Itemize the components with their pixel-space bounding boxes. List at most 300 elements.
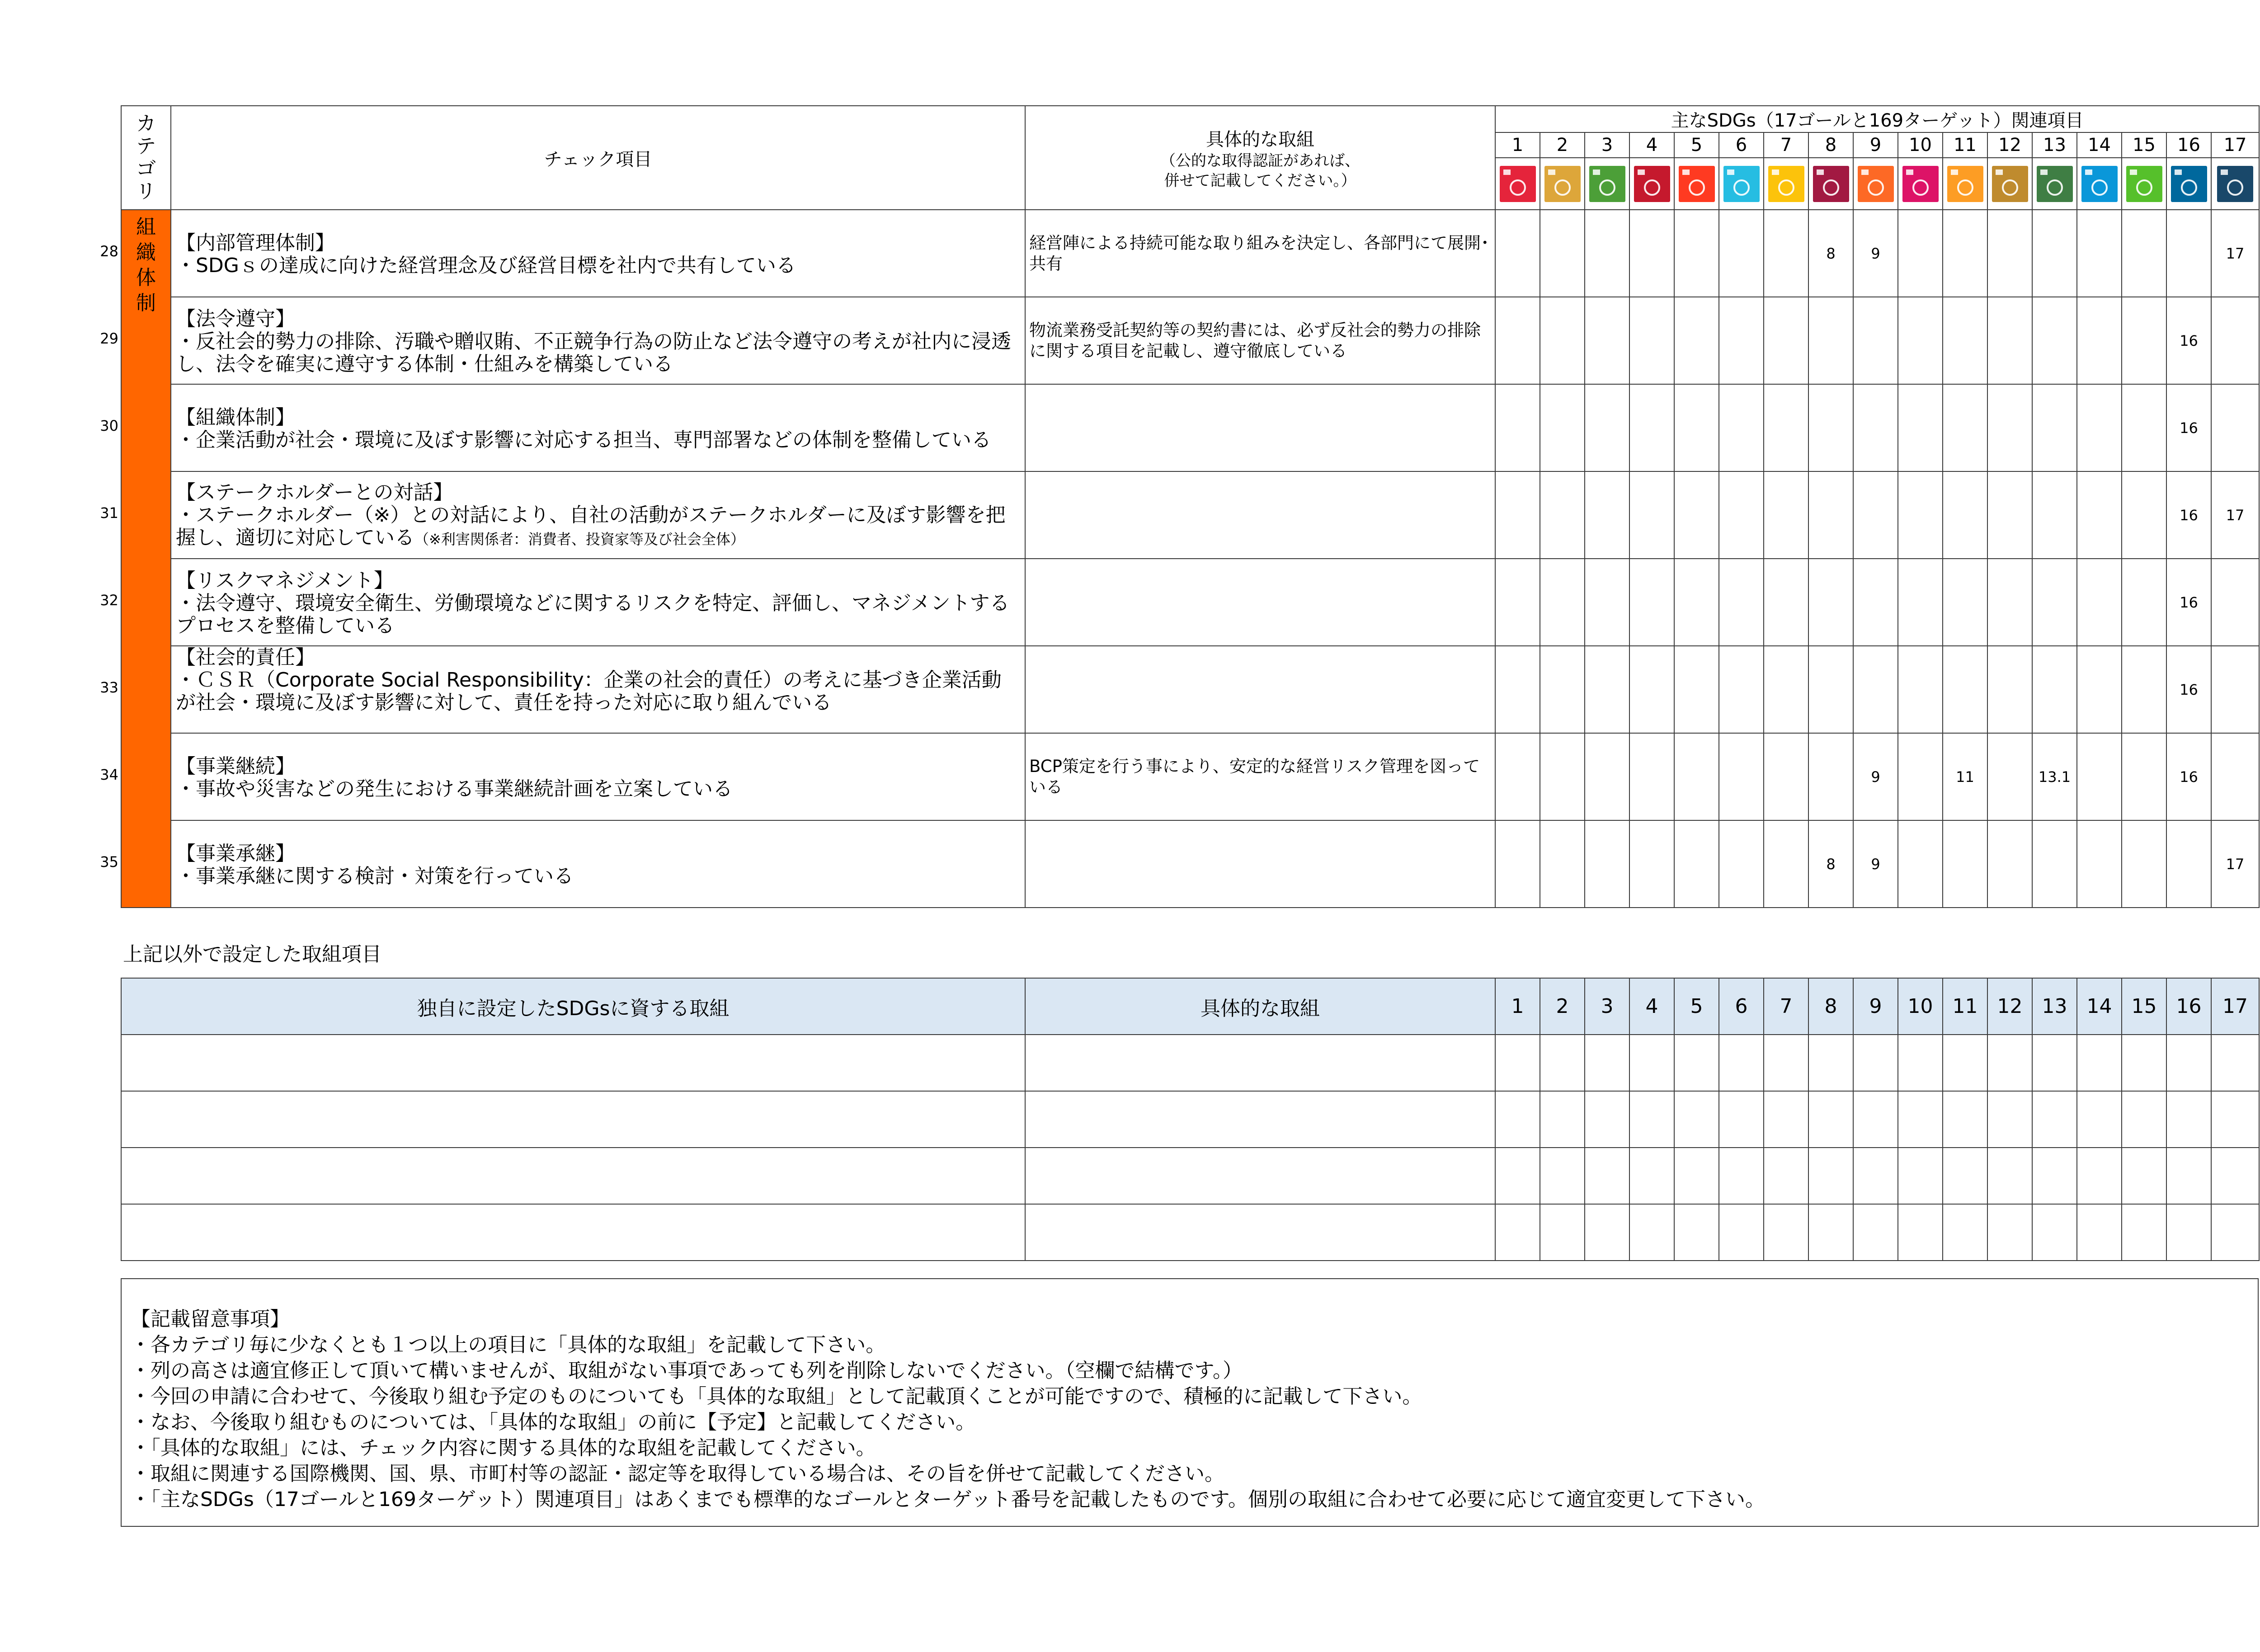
check-item-title: 【社会的責任】 [176, 646, 315, 669]
notes-line: ・今回の申請に合わせて、今後取り組む予定のものについても「具体的な取組」として記載頂くことが可能ですので、積極的に記載して下さい。 [131, 1385, 1422, 1408]
other-goal-cell-17[interactable] [2211, 1035, 2259, 1091]
sdg-mark-goal-13[interactable] [2032, 646, 2077, 733]
other-goal-cell-9[interactable] [1853, 1148, 1898, 1204]
goal-icon-cell-13 [2032, 158, 2077, 210]
sdg-mark-goal-15[interactable] [2122, 384, 2166, 471]
detail-cell[interactable]: 物流業務受託契約等の契約書には、必ず反社会的勢力の排除に関する項目を記載し、遵守徹底している [1025, 297, 1495, 384]
goal-icon-cell-4 [1629, 158, 1674, 210]
sdg-mark-goal-6[interactable] [1719, 559, 1764, 646]
check-item-body [176, 429, 1020, 452]
sdg-mark-goal-9[interactable] [1853, 471, 1898, 559]
sdg-mark-goal-1[interactable] [1495, 559, 1540, 646]
sdg-mark-goal-3[interactable] [1585, 820, 1629, 908]
check-item-body [176, 330, 1020, 376]
sdg-mark-goal-17[interactable] [2211, 297, 2259, 384]
other-items-header-row [121, 978, 2259, 1035]
sdg-11-sustainable-cities-icon [1947, 166, 1983, 202]
sdg-mark-goal-9[interactable]: 9 [1853, 820, 1898, 908]
sdg-mark-goal-11[interactable] [1943, 297, 1987, 384]
sdg-mark-goal-4[interactable] [1629, 733, 1674, 820]
sdg-mark-goal-6[interactable] [1719, 646, 1764, 733]
sdg-mark-goal-13[interactable] [2032, 297, 2077, 384]
check-item-header: チェック項目 [171, 106, 1025, 210]
sdg-mark-goal-1[interactable] [1495, 646, 1540, 733]
notes-box [121, 1278, 2259, 1527]
other-goal-cell-2[interactable] [1540, 1091, 1585, 1148]
detail-cell[interactable] [1025, 471, 1495, 559]
other-goal-cell-3[interactable] [1585, 1148, 1629, 1204]
sdg-mark-goal-6[interactable] [1719, 733, 1764, 820]
other-goal-cell-2[interactable] [1540, 1148, 1585, 1204]
sdg-mark-goal-4[interactable] [1629, 471, 1674, 559]
sdg-mark-goal-13[interactable]: 13.1 [2032, 733, 2077, 820]
sdg-mark-goal-2[interactable] [1540, 471, 1585, 559]
other-goal-cell-4[interactable] [1629, 1148, 1674, 1204]
sdg-mark-goal-13[interactable] [2032, 210, 2077, 297]
goal-icon-cell-12 [1987, 158, 2032, 210]
other-goal-cell-14[interactable] [2077, 1035, 2122, 1091]
row-number: 30 [100, 417, 118, 434]
other-goal-cell-7[interactable] [1764, 1204, 1808, 1261]
sdg-mark-goal-3[interactable] [1585, 210, 1629, 297]
sdg-mark-goal-4[interactable] [1629, 297, 1674, 384]
sdg-mark-goal-14[interactable] [2077, 646, 2122, 733]
other-goal-number-4: 4 [1629, 978, 1674, 1035]
sdg-mark-goal-5[interactable] [1674, 646, 1719, 733]
detail-cell[interactable] [1025, 646, 1495, 733]
sdg-mark-goal-17[interactable]: 17 [2211, 820, 2259, 908]
other-goal-cell-7[interactable] [1764, 1148, 1808, 1204]
sdg-mark-goal-2[interactable] [1540, 210, 1585, 297]
sdg-6-clean-water-icon [1723, 166, 1760, 202]
sdg-mark-goal-6[interactable] [1719, 820, 1764, 908]
goal-icon-cell-8 [1808, 158, 1853, 210]
goal-icon-cell-9 [1853, 158, 1898, 210]
other-goal-number-10: 10 [1898, 978, 1943, 1035]
sdg-mark-goal-12[interactable] [1987, 297, 2032, 384]
sdg-mark-goal-1[interactable] [1495, 820, 1540, 908]
detail-cell[interactable] [1025, 820, 1495, 908]
sdg-mark-goal-5[interactable] [1674, 210, 1719, 297]
sdg-mark-goal-13[interactable] [2032, 559, 2077, 646]
sdg-mark-goal-7[interactable] [1764, 733, 1808, 820]
sdg-mark-goal-5[interactable] [1674, 733, 1719, 820]
sdg-mark-goal-11[interactable] [1943, 646, 1987, 733]
other-goal-cell-13[interactable] [2032, 1204, 2077, 1261]
other-goal-cell-13[interactable] [2032, 1091, 2077, 1148]
goal-icon-cell-3 [1585, 158, 1629, 210]
goal-icon-cell-2 [1540, 158, 1585, 210]
other-goal-cell-12[interactable] [1987, 1091, 2032, 1148]
sdg-mark-goal-10[interactable] [1898, 820, 1943, 908]
other-goal-cell-3[interactable] [1585, 1091, 1629, 1148]
sdg-mark-goal-17[interactable] [2211, 559, 2259, 646]
sdg-mark-goal-15[interactable] [2122, 210, 2166, 297]
sdg-mark-goal-3[interactable] [1585, 297, 1629, 384]
sdg-mark-goal-17[interactable] [2211, 384, 2259, 471]
goal-number-17: 17 [2211, 132, 2259, 158]
check-item-title: 【事業継続】 [176, 754, 295, 778]
notes-title: 【記載留意事項】 [131, 1308, 290, 1331]
other-item-input[interactable] [121, 1204, 1025, 1261]
sdg-mark-goal-2[interactable] [1540, 297, 1585, 384]
check-item-cell [171, 384, 1025, 471]
check-item-note: （※利害関係者：消費者、投資家等及び社会全体） [414, 531, 745, 548]
sdg-mark-goal-8[interactable]: 8 [1808, 820, 1853, 908]
other-goal-number-9: 9 [1853, 978, 1898, 1035]
checklist-row [121, 297, 2259, 384]
sdg-mark-goal-13[interactable] [2032, 820, 2077, 908]
sdg-mark-goal-14[interactable] [2077, 559, 2122, 646]
sdg-mark-goal-10[interactable] [1898, 646, 1943, 733]
row-number: 32 [100, 591, 118, 609]
sdg-mark-goal-6[interactable] [1719, 384, 1764, 471]
goal-number-8: 8 [1808, 132, 1853, 158]
other-goal-cell-17[interactable] [2211, 1204, 2259, 1261]
other-goal-cell-10[interactable] [1898, 1148, 1943, 1204]
row-number: 31 [100, 504, 118, 522]
goal-icon-cell-16 [2166, 158, 2211, 210]
sdg-mark-goal-8[interactable] [1808, 471, 1853, 559]
other-goal-cell-13[interactable] [2032, 1148, 2077, 1204]
other-goal-cell-6[interactable] [1719, 1035, 1764, 1091]
sdg-mark-goal-7[interactable] [1764, 646, 1808, 733]
other-item-input[interactable] [121, 1035, 1025, 1091]
other-detail-input[interactable] [1025, 1035, 1495, 1091]
other-goal-cell-7[interactable] [1764, 1035, 1808, 1091]
sdg-mark-goal-6[interactable] [1719, 210, 1764, 297]
other-goal-number-13: 13 [2032, 978, 2077, 1035]
sdg-mark-goal-2[interactable] [1540, 559, 1585, 646]
other-goal-cell-8[interactable] [1808, 1204, 1853, 1261]
sdg-mark-goal-8[interactable]: 8 [1808, 210, 1853, 297]
sdg-mark-goal-5[interactable] [1674, 297, 1719, 384]
detail-cell[interactable] [1025, 384, 1495, 471]
sdg-mark-goal-11[interactable] [1943, 559, 1987, 646]
sdg-mark-goal-13[interactable] [2032, 471, 2077, 559]
sdg-mark-goal-15[interactable] [2122, 733, 2166, 820]
sdg-15-life-on-land-icon [2126, 166, 2162, 202]
sdg-mark-goal-2[interactable] [1540, 646, 1585, 733]
sdg-7-clean-energy-icon [1768, 166, 1804, 202]
sdg-mark-goal-10[interactable] [1898, 384, 1943, 471]
sdg-mark-goal-12[interactable] [1987, 384, 2032, 471]
sdg-mark-goal-15[interactable] [2122, 646, 2166, 733]
sdg-mark-goal-16[interactable]: 16 [2166, 384, 2211, 471]
goal-number-1: 1 [1495, 132, 1540, 158]
goal-icon-cell-5 [1674, 158, 1719, 210]
other-goal-cell-1[interactable] [1495, 1148, 1540, 1204]
other-goal-cell-9[interactable] [1853, 1204, 1898, 1261]
sdg-mark-goal-5[interactable] [1674, 820, 1719, 908]
other-detail-input[interactable] [1025, 1091, 1495, 1148]
other-goal-cell-14[interactable] [2077, 1204, 2122, 1261]
goal-number-15: 15 [2122, 132, 2166, 158]
other-goal-cell-7[interactable] [1764, 1091, 1808, 1148]
sdg-mark-goal-10[interactable] [1898, 559, 1943, 646]
sdg-mark-goal-14[interactable] [2077, 384, 2122, 471]
sdg-mark-goal-10[interactable] [1898, 471, 1943, 559]
sdg-mark-goal-16[interactable]: 16 [2166, 559, 2211, 646]
sdg-mark-goal-4[interactable] [1629, 646, 1674, 733]
sdg-mark-goal-9[interactable] [1853, 384, 1898, 471]
other-goal-number-15: 15 [2122, 978, 2166, 1035]
other-goal-cell-10[interactable] [1898, 1204, 1943, 1261]
other-goal-cell-9[interactable] [1853, 1091, 1898, 1148]
sdg-mark-goal-6[interactable] [1719, 471, 1764, 559]
row-number: 34 [100, 766, 118, 783]
other-goal-cell-14[interactable] [2077, 1091, 2122, 1148]
sdg-mark-goal-1[interactable] [1495, 210, 1540, 297]
other-goal-cell-4[interactable] [1629, 1091, 1674, 1148]
other-goal-cell-5[interactable] [1674, 1148, 1719, 1204]
sdg-mark-goal-17[interactable]: 17 [2211, 210, 2259, 297]
sdg-mark-goal-17[interactable]: 17 [2211, 471, 2259, 559]
other-goal-cell-17[interactable] [2211, 1091, 2259, 1148]
sdg-mark-goal-7[interactable] [1764, 297, 1808, 384]
other-goal-cell-14[interactable] [2077, 1148, 2122, 1204]
sdg-5-gender-equality-icon [1679, 166, 1715, 202]
sdg-mark-goal-16[interactable] [2166, 820, 2211, 908]
sdg-mark-goal-8[interactable] [1808, 646, 1853, 733]
other-goal-cell-1[interactable] [1495, 1204, 1540, 1261]
goal-number-7: 7 [1764, 132, 1808, 158]
sdg-mark-goal-2[interactable] [1540, 384, 1585, 471]
other-goal-cell-15[interactable] [2122, 1035, 2166, 1091]
other-goal-cell-16[interactable] [2166, 1035, 2211, 1091]
other-items-label: 上記以外で設定した取組項目 [123, 943, 381, 966]
sdg-mark-goal-2[interactable] [1540, 820, 1585, 908]
sdg-mark-goal-12[interactable] [1987, 646, 2032, 733]
sdg-mark-goal-1[interactable] [1495, 471, 1540, 559]
sdg-mark-goal-14[interactable] [2077, 733, 2122, 820]
other-goal-cell-3[interactable] [1585, 1204, 1629, 1261]
sdg-9-industry-innovation-icon [1858, 166, 1894, 202]
other-goal-cell-15[interactable] [2122, 1204, 2166, 1261]
sdg-mark-goal-10[interactable] [1898, 733, 1943, 820]
sdg-mark-goal-8[interactable] [1808, 384, 1853, 471]
other-goal-cell-9[interactable] [1853, 1035, 1898, 1091]
sdg-mark-goal-14[interactable] [2077, 820, 2122, 908]
detail-header-note-2: 併せて記載してください。） [1164, 171, 1356, 190]
other-goal-cell-16[interactable] [2166, 1204, 2211, 1261]
other-detail-input[interactable] [1025, 1148, 1495, 1204]
other-goal-cell-1[interactable] [1495, 1035, 1540, 1091]
sdg-mark-goal-17[interactable] [2211, 646, 2259, 733]
goal-number-10: 10 [1898, 132, 1943, 158]
other-goal-cell-5[interactable] [1674, 1091, 1719, 1148]
category-header-label: カテゴリ [136, 112, 156, 203]
sdg-mark-goal-16[interactable]: 16 [2166, 471, 2211, 559]
other-goal-cell-15[interactable] [2122, 1091, 2166, 1148]
sdg-mark-goal-9[interactable] [1853, 559, 1898, 646]
detail-cell[interactable]: 経営陣による持続可能な取り組みを決定し、各部門にて展開･共有 [1025, 210, 1495, 297]
checklist-row [121, 210, 2259, 297]
other-goal-cell-4[interactable] [1629, 1204, 1674, 1261]
sdg-mark-goal-15[interactable] [2122, 559, 2166, 646]
sdg-mark-goal-11[interactable] [1943, 384, 1987, 471]
other-goal-cell-12[interactable] [1987, 1148, 2032, 1204]
other-goal-cell-8[interactable] [1808, 1091, 1853, 1148]
sdg-mark-goal-11[interactable] [1943, 471, 1987, 559]
check-item-title: 【内部管理体制】 [176, 231, 335, 254]
other-goal-cell-11[interactable] [1943, 1204, 1987, 1261]
other-item-input[interactable] [121, 1148, 1025, 1204]
goal-number-4: 4 [1629, 132, 1674, 158]
other-goal-cell-4[interactable] [1629, 1035, 1674, 1091]
sdg-mark-goal-14[interactable] [2077, 210, 2122, 297]
sdg-mark-goal-13[interactable] [2032, 384, 2077, 471]
sdg-mark-goal-5[interactable] [1674, 384, 1719, 471]
sdg-mark-goal-5[interactable] [1674, 559, 1719, 646]
sdg-13-climate-action-icon [2037, 166, 2073, 202]
check-item-text: ・ＣＳＲ（Corporate Social Responsibility：企業の社会的責任）の考えに基づき企業活動が社会・環境に及ぼす影響に対して、責任を持った対応に取り組んでいる [176, 668, 1002, 714]
sdg-mark-goal-2[interactable] [1540, 733, 1585, 820]
other-goal-cell-12[interactable] [1987, 1204, 2032, 1261]
sdg-mark-goal-4[interactable] [1629, 384, 1674, 471]
other-goal-cell-17[interactable] [2211, 1148, 2259, 1204]
sdg-17-partnerships-icon [2217, 166, 2253, 202]
sdg-mark-goal-9[interactable]: 9 [1853, 733, 1898, 820]
other-goal-cell-15[interactable] [2122, 1148, 2166, 1204]
sdg-mark-goal-12[interactable] [1987, 559, 2032, 646]
other-detail-header: 具体的な取組 [1025, 978, 1495, 1035]
other-goal-cell-3[interactable] [1585, 1035, 1629, 1091]
goal-number-16: 16 [2166, 132, 2211, 158]
goal-number-13: 13 [2032, 132, 2077, 158]
sdg-mark-goal-3[interactable] [1585, 384, 1629, 471]
sdg-mark-goal-16[interactable]: 16 [2166, 297, 2211, 384]
other-goal-cell-1[interactable] [1495, 1091, 1540, 1148]
notes-line: ・「具体的な取組」には、チェック内容に関する具体的な取組を記載してください。 [131, 1436, 876, 1459]
notes-line: ・列の高さは適宜修正して頂いて構いませんが、取組がない事項であっても列を削除しないでください。（空欄で結構です。） [131, 1359, 1243, 1382]
other-item-row [121, 1148, 2259, 1204]
sdg-mark-goal-10[interactable] [1898, 297, 1943, 384]
sdg-mark-goal-11[interactable]: 11 [1943, 733, 1987, 820]
goal-icon-cell-7 [1764, 158, 1808, 210]
sdg-mark-goal-7[interactable] [1764, 559, 1808, 646]
other-goal-cell-8[interactable] [1808, 1148, 1853, 1204]
sdg-mark-goal-15[interactable] [2122, 820, 2166, 908]
check-item-text: ・企業活動が社会・環境に及ぼす影響に対応する担当、専門部署などの体制を整備している [176, 428, 991, 452]
sdg-mark-goal-7[interactable] [1764, 384, 1808, 471]
sdg-mark-goal-3[interactable] [1585, 559, 1629, 646]
sdg-mark-goal-11[interactable] [1943, 820, 1987, 908]
other-goal-cell-12[interactable] [1987, 1035, 2032, 1091]
sdg-mark-goal-7[interactable] [1764, 210, 1808, 297]
sdg-mark-goal-17[interactable] [2211, 733, 2259, 820]
other-goal-cell-10[interactable] [1898, 1091, 1943, 1148]
other-goal-cell-6[interactable] [1719, 1148, 1764, 1204]
sdg-mark-goal-14[interactable] [2077, 297, 2122, 384]
sdg-mark-goal-4[interactable] [1629, 559, 1674, 646]
other-goal-cell-16[interactable] [2166, 1148, 2211, 1204]
sdg-mark-goal-3[interactable] [1585, 646, 1629, 733]
sdg-mark-goal-8[interactable] [1808, 559, 1853, 646]
sdgs-header: 主なSDGs（17ゴールと169ターゲット）関連項目 [1495, 106, 2259, 132]
sdg-mark-goal-1[interactable] [1495, 297, 1540, 384]
sdg-mark-goal-9[interactable]: 9 [1853, 210, 1898, 297]
sdg-mark-goal-9[interactable] [1853, 646, 1898, 733]
other-goal-cell-10[interactable] [1898, 1035, 1943, 1091]
other-item-input[interactable] [121, 1091, 1025, 1148]
sdg-mark-goal-8[interactable] [1808, 733, 1853, 820]
other-goal-cell-6[interactable] [1719, 1091, 1764, 1148]
check-item-body [176, 778, 1020, 800]
goal-icon-cell-14 [2077, 158, 2122, 210]
sdg-14-life-below-water-icon [2081, 166, 2118, 202]
other-item-row [121, 1091, 2259, 1148]
check-item-text: ・ステークホルダー（※）との対話により、自社の活動がステークホルダーに及ぼす影響を把握し、適切に対応している [176, 504, 1006, 549]
other-detail-input[interactable] [1025, 1204, 1495, 1261]
check-item-body [176, 592, 1020, 637]
sdg-mark-goal-12[interactable] [1987, 210, 2032, 297]
sdg-mark-goal-12[interactable] [1987, 471, 2032, 559]
category-header [121, 106, 171, 210]
other-goal-cell-2[interactable] [1540, 1035, 1585, 1091]
other-goal-cell-8[interactable] [1808, 1035, 1853, 1091]
sdg-mark-goal-14[interactable] [2077, 471, 2122, 559]
other-goal-cell-13[interactable] [2032, 1035, 2077, 1091]
check-item-cell [171, 733, 1025, 820]
goal-icon-cell-11 [1943, 158, 1987, 210]
other-goal-cell-2[interactable] [1540, 1204, 1585, 1261]
other-goal-cell-5[interactable] [1674, 1204, 1719, 1261]
check-item-text: ・法令遵守、環境安全衛生、労働環境などに関するリスクを特定、評価し、マネジメントするプロセスを整備している [176, 591, 1010, 637]
sdg-mark-goal-5[interactable] [1674, 471, 1719, 559]
sdg-mark-goal-16[interactable]: 16 [2166, 646, 2211, 733]
other-goal-cell-11[interactable] [1943, 1091, 1987, 1148]
sdg-mark-goal-11[interactable] [1943, 210, 1987, 297]
detail-header [1025, 106, 1495, 210]
sdg-mark-goal-6[interactable] [1719, 297, 1764, 384]
check-item-cell [171, 297, 1025, 384]
detail-cell[interactable] [1025, 559, 1495, 646]
other-goal-cell-11[interactable] [1943, 1035, 1987, 1091]
sdg-mark-goal-3[interactable] [1585, 471, 1629, 559]
sdg-mark-goal-15[interactable] [2122, 297, 2166, 384]
sdg-mark-goal-12[interactable] [1987, 733, 2032, 820]
goal-number-5: 5 [1674, 132, 1719, 158]
sdg-mark-goal-4[interactable] [1629, 820, 1674, 908]
detail-cell[interactable]: BCP策定を行う事により、安定的な経営リスク管理を図っている [1025, 733, 1495, 820]
sdg-mark-goal-4[interactable] [1629, 210, 1674, 297]
check-item-text: ・反社会的勢力の排除、汚職や贈収賄、不正競争行為の防止など法令遵守の考えが社内に浸透し、法令を確実に遵守する体制・仕組みを構築している [176, 329, 1011, 376]
row-number: 35 [100, 853, 118, 871]
sdg-mark-goal-3[interactable] [1585, 733, 1629, 820]
check-item-title: 【ステークホルダーとの対話】 [176, 481, 453, 504]
other-goal-cell-16[interactable] [2166, 1091, 2211, 1148]
checklist-row [121, 820, 2259, 908]
sdg-mark-goal-1[interactable] [1495, 384, 1540, 471]
sdg-mark-goal-16[interactable]: 16 [2166, 733, 2211, 820]
sdg-mark-goal-7[interactable] [1764, 471, 1808, 559]
sdg-mark-goal-10[interactable] [1898, 210, 1943, 297]
sdg-mark-goal-7[interactable] [1764, 820, 1808, 908]
sdg-mark-goal-12[interactable] [1987, 820, 2032, 908]
other-goal-number-7: 7 [1764, 978, 1808, 1035]
sdg-mark-goal-16[interactable] [2166, 210, 2211, 297]
other-goal-cell-5[interactable] [1674, 1035, 1719, 1091]
goal-icon-cell-15 [2122, 158, 2166, 210]
sdg-mark-goal-8[interactable] [1808, 297, 1853, 384]
sdg-mark-goal-1[interactable] [1495, 733, 1540, 820]
sdg-mark-goal-9[interactable] [1853, 297, 1898, 384]
other-goal-cell-6[interactable] [1719, 1204, 1764, 1261]
goal-icon-cell-1 [1495, 158, 1540, 210]
other-goal-cell-11[interactable] [1943, 1148, 1987, 1204]
sdg-mark-goal-15[interactable] [2122, 471, 2166, 559]
